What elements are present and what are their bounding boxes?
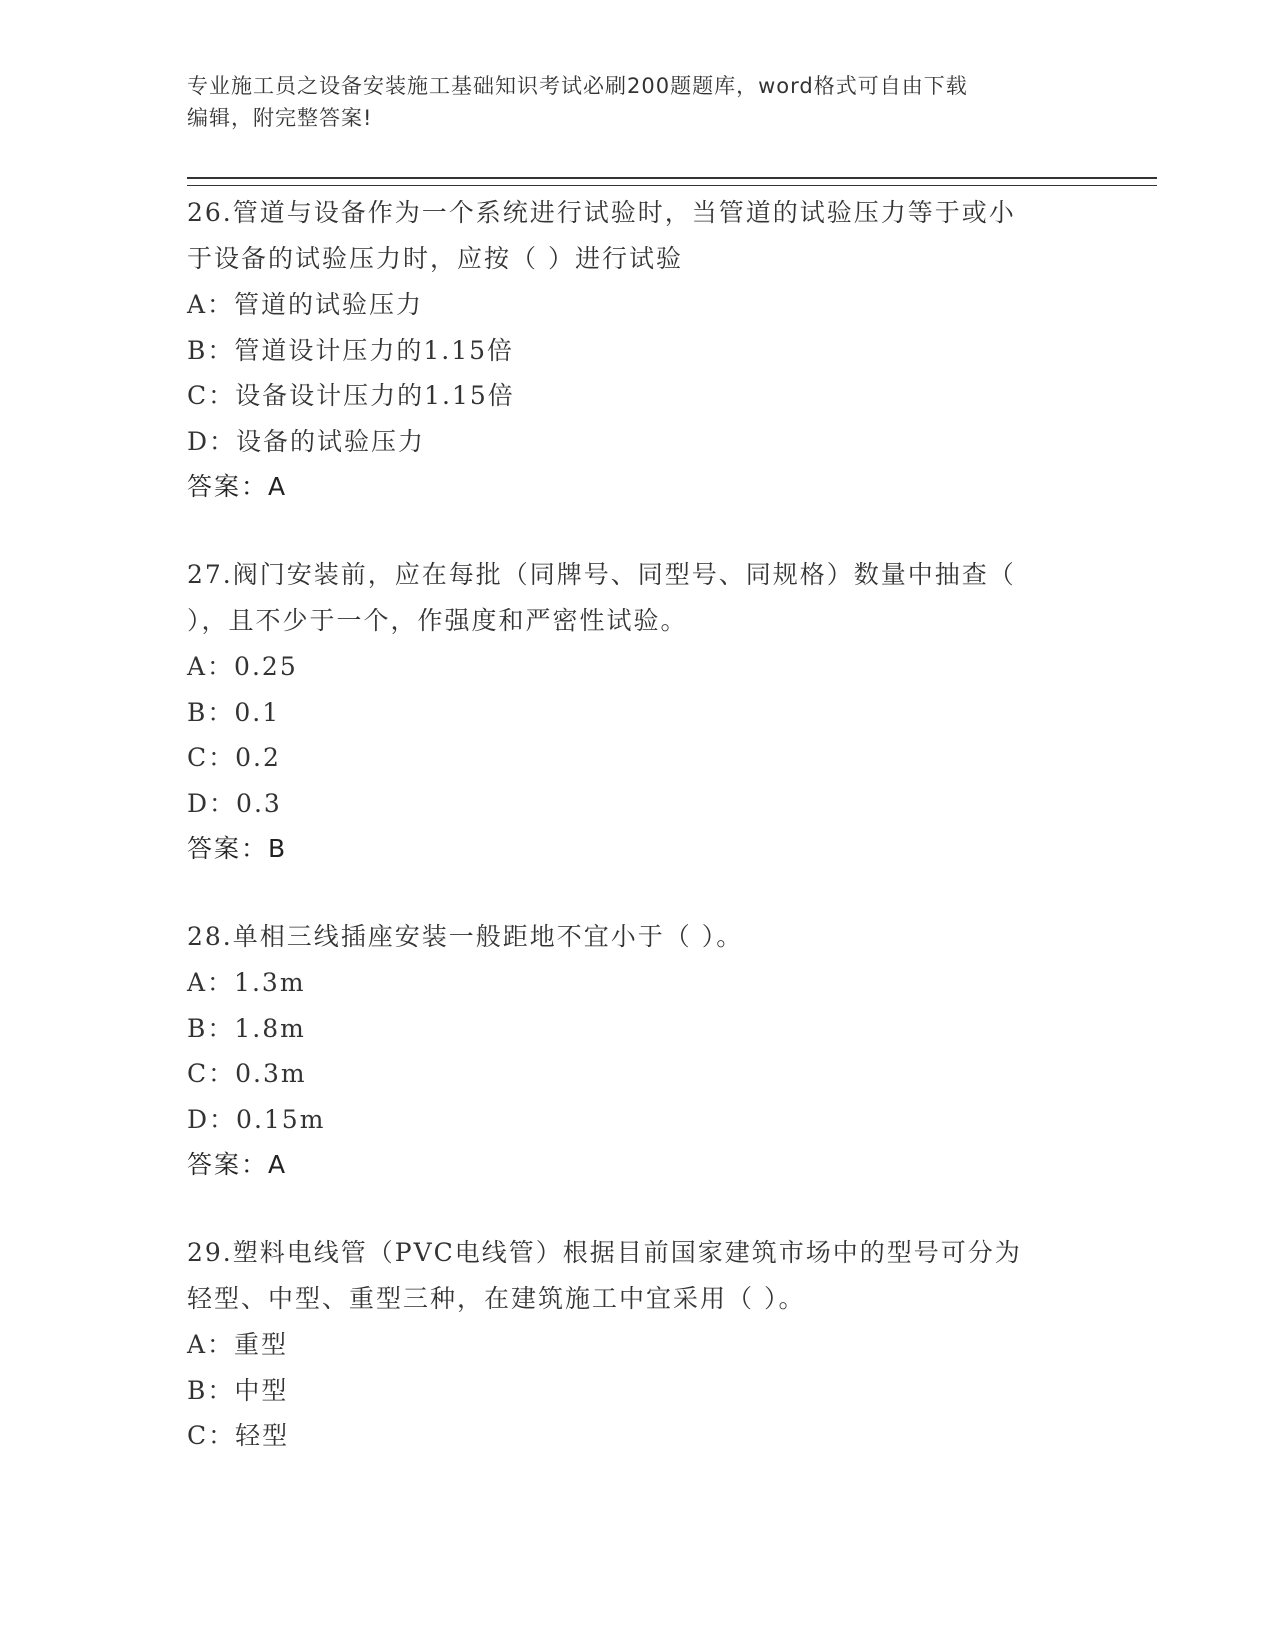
option-b: B：中型 — [187, 1375, 289, 1405]
question-27 — [187, 552, 1087, 871]
question-text — [187, 914, 1087, 960]
question-text-line: 29.塑料电线管（PVC电线管）根据目前国家建筑市场中的型号可分为 — [187, 1238, 1022, 1267]
question-list — [187, 190, 1087, 1502]
option-a: A：重型 — [187, 1330, 289, 1359]
option-d: D：设备的试验压力 — [187, 426, 426, 456]
option-c: C：0.2 — [187, 743, 281, 772]
option-c: C：轻型 — [187, 1421, 290, 1450]
option-a: A：0.25 — [187, 652, 298, 681]
answer-text: 答案：A — [187, 472, 288, 501]
question-text-line: 轻型、中型、重型三种，在建筑施工中宜采用（ ）。 — [187, 1284, 806, 1313]
option-a: A：1.3m — [187, 968, 306, 997]
option-b: B：1.8m — [187, 1013, 306, 1043]
header-line-1: 专业施工员之设备安装施工基础知识考试必刷200题题库，word格式可自由下载 — [187, 74, 968, 98]
question-text — [187, 1230, 1087, 1322]
answer-text: 答案：A — [187, 1150, 288, 1179]
question-text-line: ），且不少于一个，作强度和严密性试验。 — [187, 606, 688, 635]
option-c: C：设备设计压力的1.15倍 — [187, 381, 515, 410]
question-text-line: 28.单相三线插座安装一般距地不宜小于（ ）。 — [187, 922, 744, 951]
option-c: C：0.3m — [187, 1059, 307, 1088]
question-text — [187, 190, 1087, 282]
header-line-2: 编辑，附完整答案! — [187, 106, 373, 130]
option-d: D：0.3 — [187, 788, 282, 818]
option-b: B：管道设计压力的1.15倍 — [187, 335, 515, 365]
option-b: B：0.1 — [187, 697, 281, 727]
question-26 — [187, 190, 1087, 509]
question-29 — [187, 1230, 1087, 1459]
document-header — [187, 70, 1087, 134]
question-text — [187, 552, 1087, 644]
header-divider — [187, 177, 1157, 186]
question-text-line: 27.阀门安装前，应在每批（同牌号、同型号、同规格）数量中抽查（ — [187, 560, 1016, 589]
option-a: A：管道的试验压力 — [187, 290, 424, 319]
question-28 — [187, 914, 1087, 1187]
question-text-line: 于设备的试验压力时，应按（ ）进行试验 — [187, 244, 683, 273]
answer-text: 答案：B — [187, 834, 288, 863]
question-text-line: 26.管道与设备作为一个系统进行试验时，当管道的试验压力等于或小 — [187, 198, 1016, 227]
option-d: D：0.15m — [187, 1104, 326, 1134]
